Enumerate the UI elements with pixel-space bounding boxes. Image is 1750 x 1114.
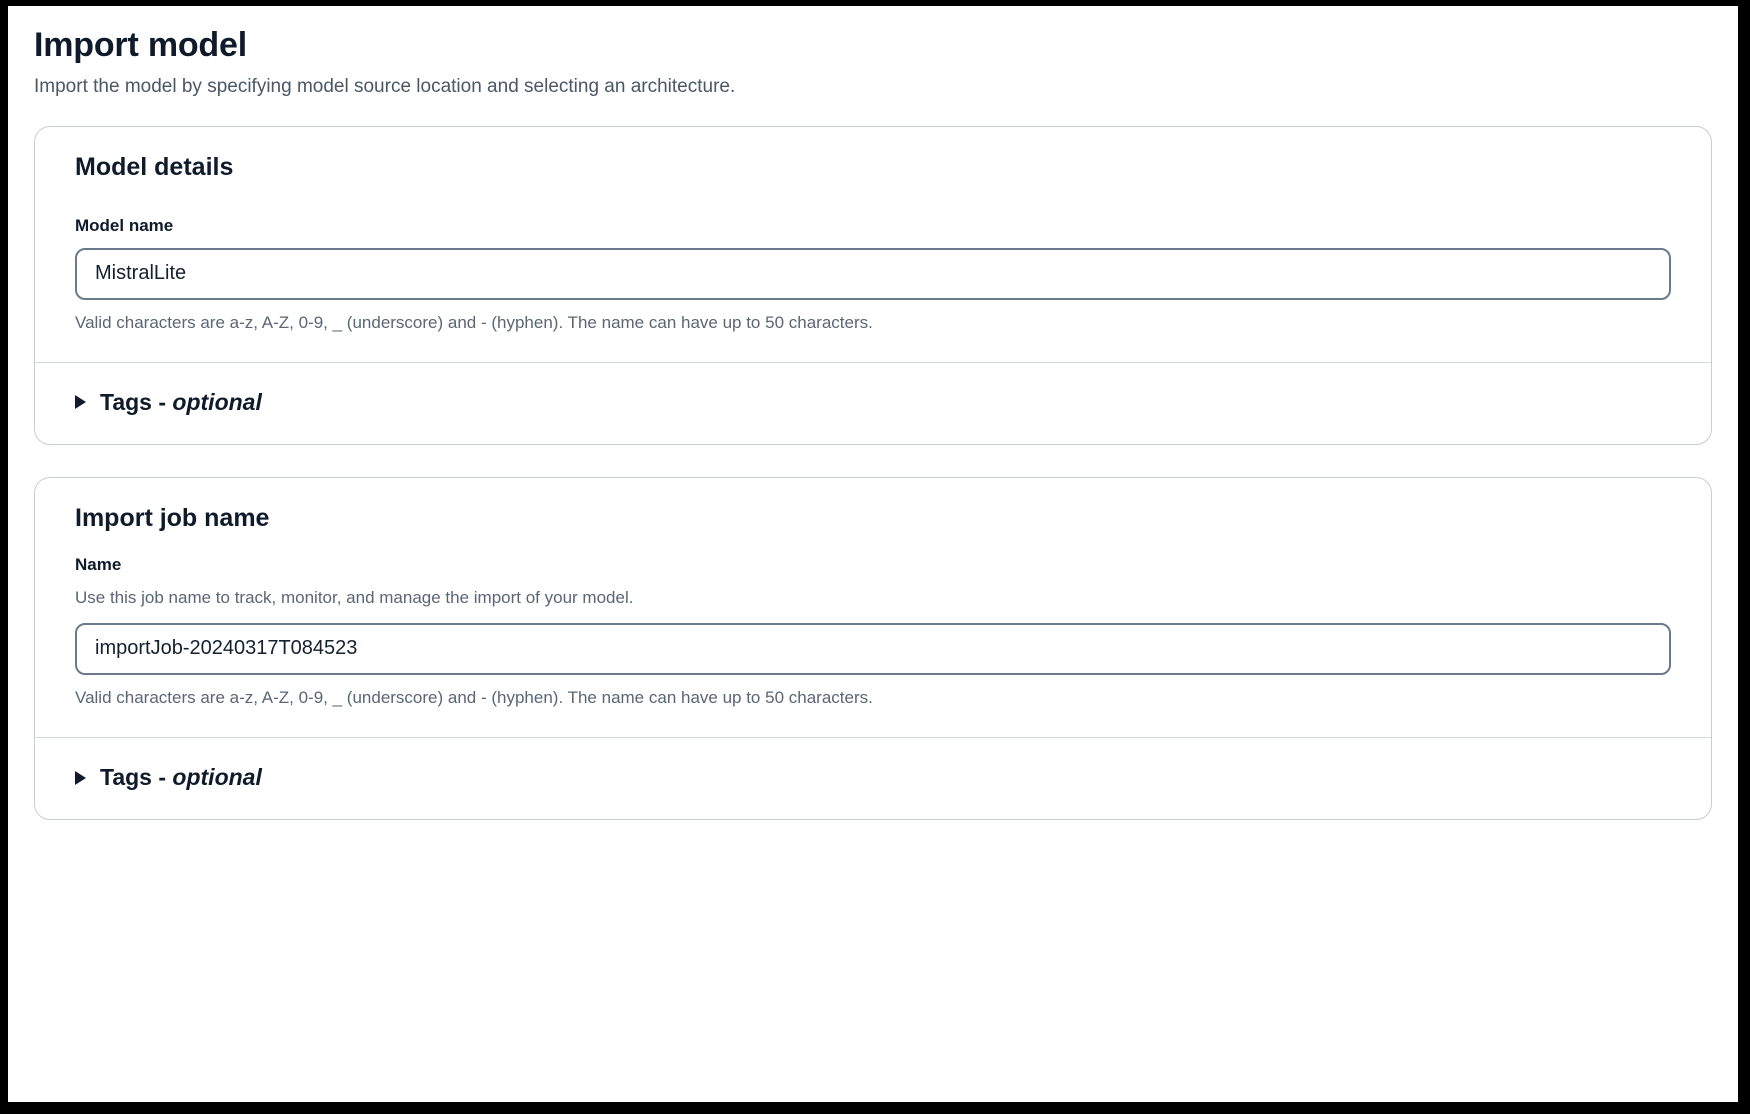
model-tags-expander[interactable]	[35, 363, 1711, 444]
model-name-input[interactable]	[75, 248, 1671, 300]
import-job-tags-expander-optional: optional	[172, 764, 262, 791]
import-model-page	[8, 6, 1738, 820]
model-tags-expander-optional: optional	[172, 388, 262, 415]
app-window	[8, 6, 1738, 1102]
page-title: Import model	[34, 26, 247, 64]
import-job-name-input[interactable]	[75, 623, 1671, 675]
model-tags-expander-label	[100, 389, 262, 416]
model-name-constraint: Valid characters are a-z, A-Z, 0-9, _ (underscore) and - (hyphen). The name can have up to 50 characters.	[75, 312, 873, 332]
caret-right-icon	[75, 395, 86, 409]
model-tags-expander-text: Tags -	[100, 388, 173, 415]
import-job-name-label: Name	[75, 554, 122, 574]
import-job-card	[34, 477, 1712, 820]
caret-right-icon	[75, 771, 86, 785]
import-job-name-description: Use this job name to track, monitor, and manage the import of your model.	[75, 587, 634, 607]
model-name-label: Model name	[75, 215, 174, 235]
import-job-tags-expander-label	[100, 764, 262, 791]
import-job-heading: Import job name	[75, 503, 270, 532]
import-job-tags-expander[interactable]	[35, 738, 1711, 819]
page-subtitle: Import the model by specifying model source location and selecting an architecture.	[34, 76, 736, 98]
import-job-name-field	[75, 555, 1671, 709]
model-details-heading: Model details	[75, 152, 234, 181]
model-details-section	[35, 127, 1711, 362]
import-job-tags-expander-text: Tags -	[100, 764, 173, 791]
import-job-section	[35, 478, 1711, 737]
import-job-name-constraint: Valid characters are a-z, A-Z, 0-9, _ (underscore) and - (hyphen). The name can have up to 50 characters.	[75, 687, 873, 707]
model-details-card	[34, 126, 1712, 445]
model-name-field	[75, 216, 1671, 334]
